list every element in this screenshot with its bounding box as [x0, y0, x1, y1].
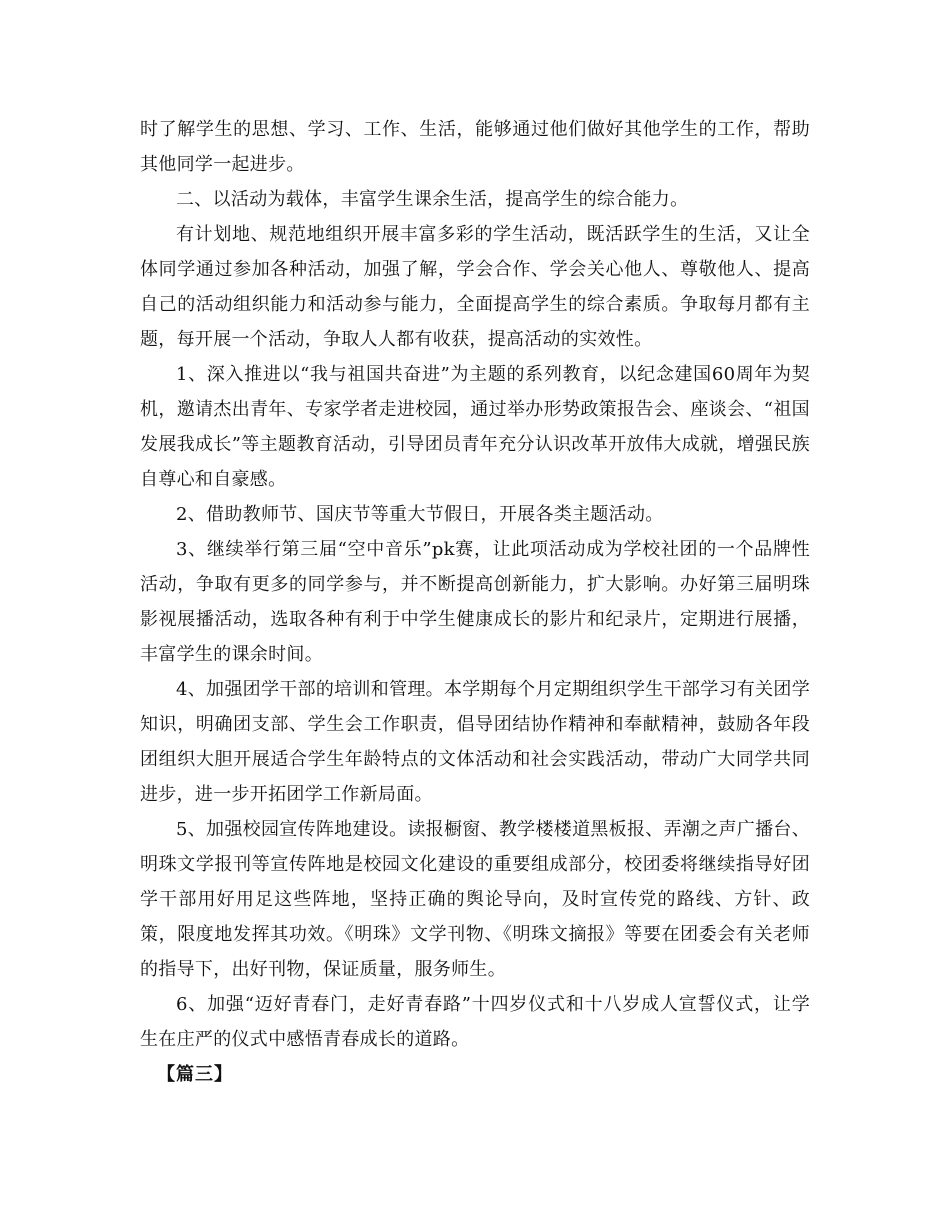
section-heading: 【篇三】: [157, 1064, 233, 1085]
paragraph-section-two-heading: 二、以活动为载体，丰富学生课余生活，提高学生的综合能力。: [176, 189, 689, 210]
paragraph-item-4: 4、加强团学干部的培训和管理。本学期每个月定期组织学生干部学习有关团学知识，明确团支部、学生会工作职责，倡导团结协作精神和奉献精神，鼓励各年段团组织大胆开展适合学生年龄特点的文体活动和社会实践活动，带动广大同学共同进步，进一步开拓团学工作新局面。: [140, 679, 810, 805]
paragraph-item-1: 1、深入推进以“我与祖国共奋进”为主题的系列教育，以纪念建国60周年为契机，邀请杰出青年、专家学者走进校园，通过举办形势政策报告会、座谈会、“祖国发展我成长”等主题教育活动，引导团员青年充分认识改革开放伟大成就，增强民族自尊心和自豪感。: [140, 364, 810, 490]
paragraph-item-6: 6、加强“迈好青春门，走好青春路”十四岁仪式和十八岁成人宣誓仪式，让学生在庄严的仪式中感悟青春成长的道路。: [140, 994, 810, 1050]
paragraph-item-2: 2、借助教师节、国庆节等重大节假日，开展各类主题活动。: [176, 504, 664, 525]
paragraph-item-3: 3、继续举行第三届“空中音乐”pk赛，让此项活动成为学校社团的一个品牌性活动，争取有更多的同学参与，并不断提高创新能力，扩大影响。办好第三届明珠影视展播活动，选取各种有利于中学生健康成长的影片和纪录片，定期进行展播，丰富学生的课余时间。: [140, 539, 810, 665]
paragraph-item-5: 5、加强校园宣传阵地建设。读报橱窗、教学楼楼道黑板报、弄潮之声广播台、明珠文学报刊等宣传阵地是校园文化建设的重要组成部分，校团委将继续指导好团学干部用好用足这些阵地，坚持正确的舆论导向，及时宣传党的路线、方针、政策，限度地发挥其功效。《明珠》文学刊物、《明珠文摘报》等要在团委会有关老师的指导下，出好刊物，保证质量，服务师生。: [140, 819, 810, 980]
document-body: [140, 112, 810, 1092]
paragraph-continued: 时了解学生的思想、学习、工作、生活，能够通过他们做好其他学生的工作，帮助其他同学一起进步。: [140, 119, 810, 175]
paragraph-activities-intro: 有计划地、规范地组织开展丰富多彩的学生活动，既活跃学生的生活，又让全体同学通过参加各种活动，加强了解，学会合作、学会关心他人、尊敬他人、提高自己的活动组织能力和活动参与能力，全面提高学生的综合素质。争取每月都有主题，每开展一个活动，争取人人都有收获，提高活动的实效性。: [140, 224, 810, 350]
